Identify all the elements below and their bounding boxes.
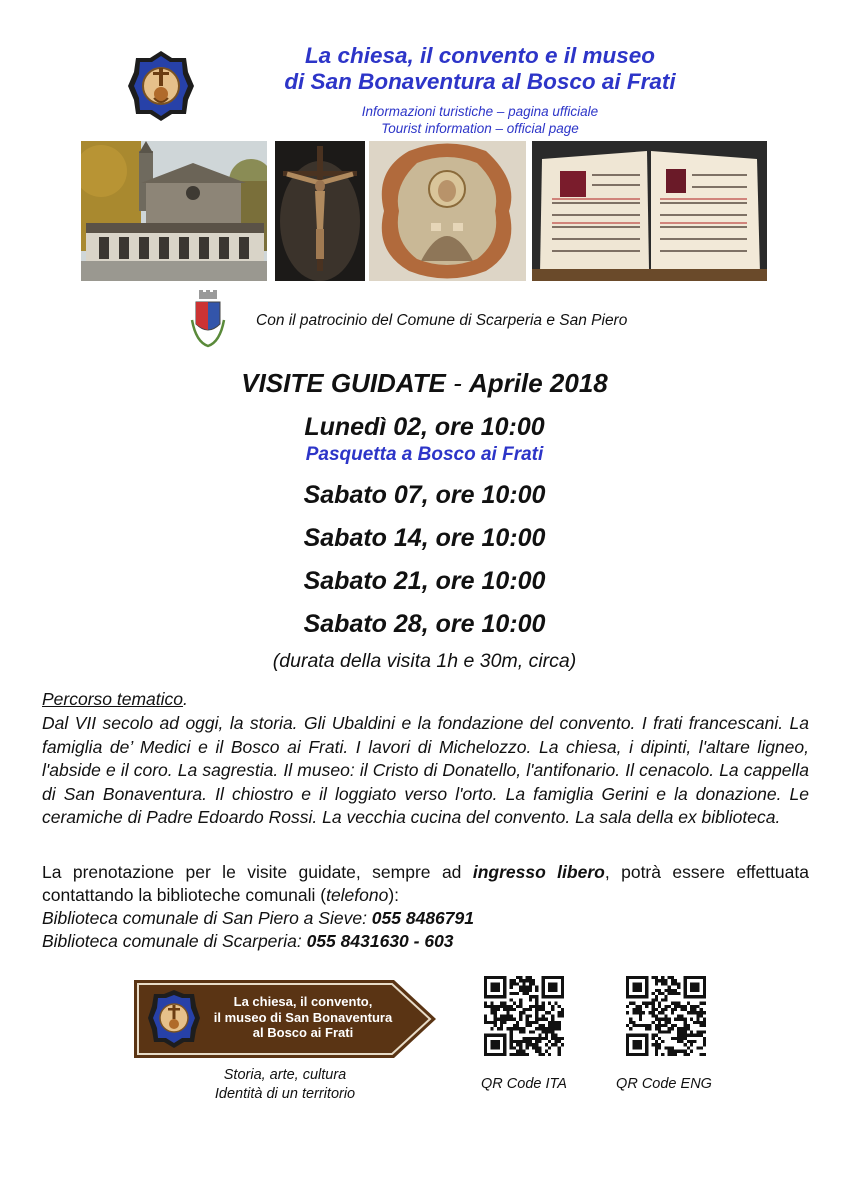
- visit-date-2: Sabato 07, ore 10:00: [303, 481, 546, 509]
- percorso-label-suffix: .: [183, 689, 188, 709]
- qr-code-ita-label: QR Code ITA: [481, 1076, 567, 1092]
- percorso-description: Dal VII secolo ad oggi, la storia. Gli Ubaldini e la fondazione del convento. I frati francescani. La famiglia de’ Medici e il Bosco ai Frati. I lavori di Michelozzo. La chiesa, i dipinti, l'altare ligneo, l'abside e il coro. La sagrestia. Il museo: il Cristo di Donatello, l'antifonario. Il cenacolo. La cappella di San Bonaventura. Il chiostro e il loggiato verso l'orto. La famiglia Gerini e la donazione. Le ceramiche di Padre Edoardo Rossi. La vecchia cucina del convento. La sala della ex biblioteca.: [42, 713, 809, 827]
- booking-info: [42, 861, 809, 907]
- monastery-emblem-logo: [128, 50, 194, 122]
- pasquetta-note: Pasquetta a Bosco ai Frati: [305, 444, 544, 465]
- percorso-label: Percorso tematico: [42, 689, 184, 709]
- qr-code-eng-icon[interactable]: [626, 976, 706, 1056]
- library-san-piero-phone: 055 8486791: [371, 908, 474, 928]
- visit-date-1: Lunedì 02, ore 10:00: [304, 413, 545, 441]
- header-subtitle-en: Tourist information – official page: [381, 121, 579, 136]
- header-subtitle-it: Informazioni turistiche – pagina ufficiale: [361, 104, 599, 119]
- footer-caption-1: Storia, arte, cultura: [223, 1067, 347, 1083]
- saint-fresco-photo: [369, 141, 526, 281]
- church-facade-photo: [81, 141, 267, 281]
- booking-free-entry: ingresso libero: [472, 862, 605, 882]
- sign-line-1: La chiesa, il convento,: [233, 994, 373, 1009]
- sign-line-2: il museo di San Bonaventura: [213, 1009, 393, 1025]
- library-san-piero-sep: :: [362, 908, 372, 928]
- antiphonary-book-photo: [532, 141, 767, 281]
- booking-telefono: telefono: [326, 885, 389, 905]
- library-scarperia-phone: 055 8431630 - 603: [306, 931, 454, 951]
- qr-code-ita-icon[interactable]: [484, 976, 564, 1056]
- visit-date-4: Sabato 21, ore 10:00: [303, 567, 546, 595]
- visit-date-3: Sabato 14, ore 10:00: [303, 524, 546, 552]
- booking-text-3: ):: [388, 885, 400, 905]
- event-title: [0, 366, 849, 400]
- library-scarperia: [42, 930, 454, 953]
- crucifix-photo: [275, 141, 365, 281]
- footer-caption-2: Identità di un territorio: [214, 1086, 356, 1102]
- booking-text-2: , potrà essere effettuata contattando la biblioteche comunali (: [42, 862, 809, 905]
- event-title-separator: -: [445, 368, 469, 398]
- library-scarperia-label: Biblioteca comunale di Scarperia:: [42, 931, 307, 951]
- library-san-piero-label: Biblioteca comunale di San Piero a Sieve: [42, 908, 363, 928]
- event-title-month: Aprile 2018: [469, 368, 608, 398]
- visit-date-5: Sabato 28, ore 10:00: [303, 610, 546, 638]
- percorso-heading: [42, 688, 188, 710]
- direction-sign-text: [205, 994, 401, 1041]
- visit-duration: (durata della visita 1h e 30m, circa): [272, 650, 577, 672]
- municipality-crest-icon: [190, 290, 226, 350]
- header-title-line2: di San Bonaventura al Bosco ai Frati: [284, 69, 676, 94]
- booking-text-1: La prenotazione per le visite guidate, sempre ad: [42, 862, 473, 882]
- patronage-text: Con il patrocinio del Comune di Scarperia e San Piero: [256, 312, 628, 329]
- qr-code-eng-label: QR Code ENG: [616, 1076, 712, 1092]
- sign-line-3: al Bosco ai Frati: [252, 1025, 354, 1040]
- library-san-piero: [42, 907, 474, 930]
- event-title-main: VISITE GUIDATE: [241, 368, 446, 398]
- header-title-line1: La chiesa, il convento e il museo: [304, 43, 656, 68]
